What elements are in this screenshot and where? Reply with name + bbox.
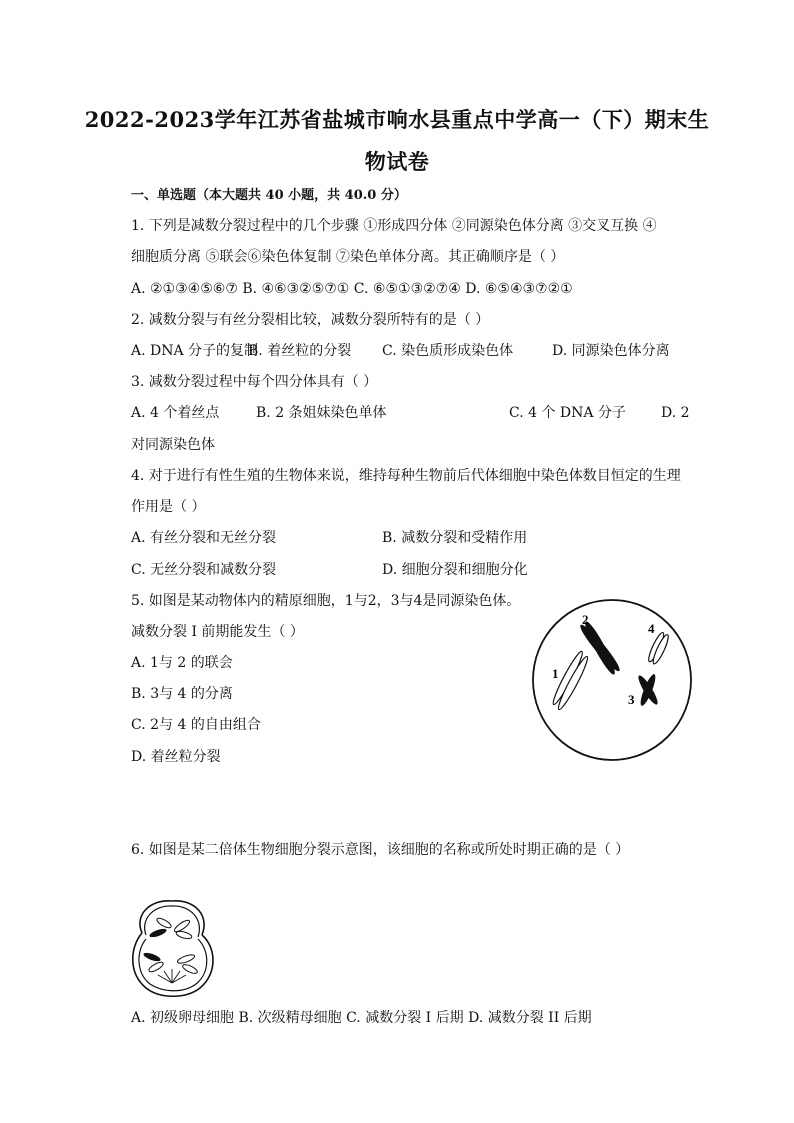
q5-stem-line-1: 5. 如图是某动物体内的精原细胞，1与2，3与4是同源染色体。 xyxy=(131,593,521,609)
q2-stem: 2. 减数分裂与有丝分裂相比较，减数分裂所特有的是（ ） xyxy=(131,312,490,328)
q2-option-c: C. 染色质形成染色体 xyxy=(382,343,514,359)
q3-option-b: B. 2 条姐妹染色单体 xyxy=(256,405,387,421)
chromosome-3 xyxy=(636,673,661,708)
q2-option-a: A. DNA 分子的复制 xyxy=(131,343,259,359)
q4-stem-line-1: 4. 对于进行有性生殖的生物体来说，维持每种生物前后代体细胞中染色体数目恒定的生理 xyxy=(131,468,681,484)
label-4: 4 xyxy=(648,621,655,636)
chromosome-4 xyxy=(646,631,670,665)
q3-option-d-continued: 对同源染色体 xyxy=(131,437,215,453)
q5-option-c: C. 2与 4 的自由组合 xyxy=(131,717,261,733)
q4-option-d: D. 细胞分裂和细胞分化 xyxy=(382,562,528,578)
section-heading: 一、单选题（本大题共 40 小题，共 40.0 分） xyxy=(131,188,407,203)
page-title-line-1: 2022-2023学年江苏省盐城市响水县重点中学高一（下）期末生 xyxy=(84,107,710,132)
q3-option-c: C. 4 个 DNA 分子 xyxy=(509,405,626,421)
q1-options: A. ②①③④⑤⑥⑦ B. ④⑥③②⑤⑦① C. ⑥⑤①③②⑦④ D. ⑥⑤④③⑦②① xyxy=(131,281,573,297)
q6-stem: 6. 如图是某二倍体生物细胞分裂示意图，该细胞的名称或所处时期正确的是（ ） xyxy=(131,842,630,858)
label-2: 2 xyxy=(582,612,589,627)
q3-option-d: D. 2 xyxy=(661,405,690,421)
q4-option-c: C. 无丝分裂和减数分裂 xyxy=(131,562,277,578)
q5-stem-line-2: 减数分裂 I 前期能发生（ ） xyxy=(131,624,304,640)
label-3: 3 xyxy=(628,692,635,707)
q4-option-b: B. 减数分裂和受精作用 xyxy=(382,530,528,546)
label-1: 1 xyxy=(552,666,559,681)
page-title-line-2: 物试卷 xyxy=(364,149,430,174)
q1-stem-line-2: 细胞质分离 ⑤联会⑥染色体复制 ⑦染色单体分离。其正确顺序是（ ） xyxy=(131,249,565,265)
q6-chromosome-top-right xyxy=(173,918,193,940)
q4-option-a: A. 有丝分裂和无丝分裂 xyxy=(131,530,277,546)
q5-option-b: B. 3与 4 的分离 xyxy=(131,686,233,702)
q5-option-d: D. 着丝粒分裂 xyxy=(131,749,221,765)
q6-cell-figure xyxy=(128,893,218,1003)
q2-option-b: B. 着丝粒的分裂 xyxy=(248,343,352,359)
q5-option-a: A. 1与 2 的联会 xyxy=(131,655,233,671)
q5-cell-figure xyxy=(530,598,694,764)
q2-option-d: D. 同源染色体分离 xyxy=(552,343,670,359)
q6-chromosome-top-left xyxy=(149,916,173,938)
q6-options: A. 初级卵母细胞 B. 次级精母细胞 C. 减数分裂 I 后期 D. 减数分裂 II 后期 xyxy=(131,1010,592,1026)
q1-stem-line-1: 1. 下列是减数分裂过程中的几个步骤 ①形成四分体 ②同源染色体分离 ③交叉互换 ④ xyxy=(131,218,657,234)
q3-option-a: A. 4 个着丝点 xyxy=(131,405,220,421)
q4-stem-line-2: 作用是（ ） xyxy=(131,499,206,515)
q6-chromosome-bottom-left xyxy=(143,951,165,973)
q3-stem: 3. 减数分裂过程中每个四分体具有（ ） xyxy=(131,374,378,390)
